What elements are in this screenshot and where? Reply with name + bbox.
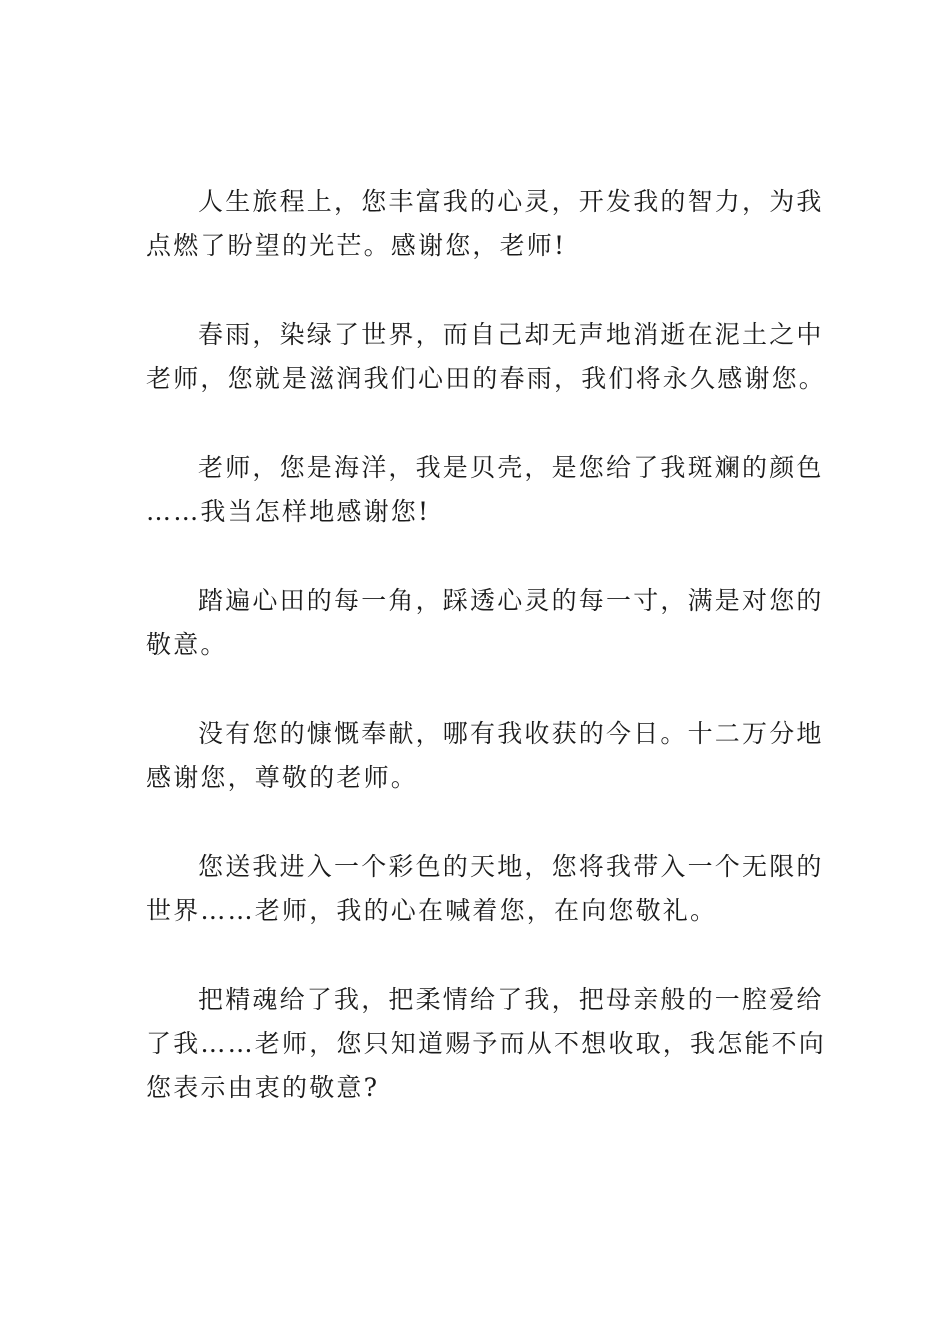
paragraph-line: 感谢您，尊敬的老师。 [146,763,419,792]
paragraph-line: 世界……老师，我的心在喊着您，在向您敬礼。 [146,896,718,925]
paragraph-line: 踏遍心田的每一角，踩透心灵的每一寸，满是对您的 [198,586,824,615]
paragraph-line: 点燃了盼望的光芒。感谢您，老师! [146,231,567,260]
paragraph-5 [146,712,824,800]
paragraph-line: 春雨，染绿了世界，而自己却无声地消逝在泥土之中 [198,320,824,349]
document-body [146,180,827,1155]
paragraph-line: 老师，您就是滋润我们心田的春雨，我们将永久感谢您。 [146,364,827,393]
paragraph-line: 没有您的慷慨奉献，哪有我收获的今日。十二万分地 [198,719,824,748]
paragraph-line: 人生旅程上，您丰富我的心灵，开发我的智力，为我 [198,187,824,216]
paragraph-line: ……我当怎样地感谢您! [146,497,431,526]
paragraph-line: 把精魂给了我，把柔情给了我，把母亲般的一腔爱给 [198,985,824,1014]
paragraph-2 [146,313,827,401]
paragraph-4 [146,579,824,667]
paragraph-line: 您表示由衷的敬意? [146,1073,380,1102]
paragraph-line: 敬意。 [146,630,228,659]
paragraph-line: 了我……老师，您只知道赐予而从不想收取，我怎能不向 [146,1029,827,1058]
paragraph-7 [146,978,827,1110]
paragraph-line: 老师，您是海洋，我是贝壳，是您给了我斑斓的颜色 [198,453,824,482]
paragraph-line: 您送我进入一个彩色的天地，您将我带入一个无限的 [198,852,824,881]
paragraph-6 [146,845,824,933]
paragraph-1 [146,180,824,268]
paragraph-3 [146,446,824,534]
